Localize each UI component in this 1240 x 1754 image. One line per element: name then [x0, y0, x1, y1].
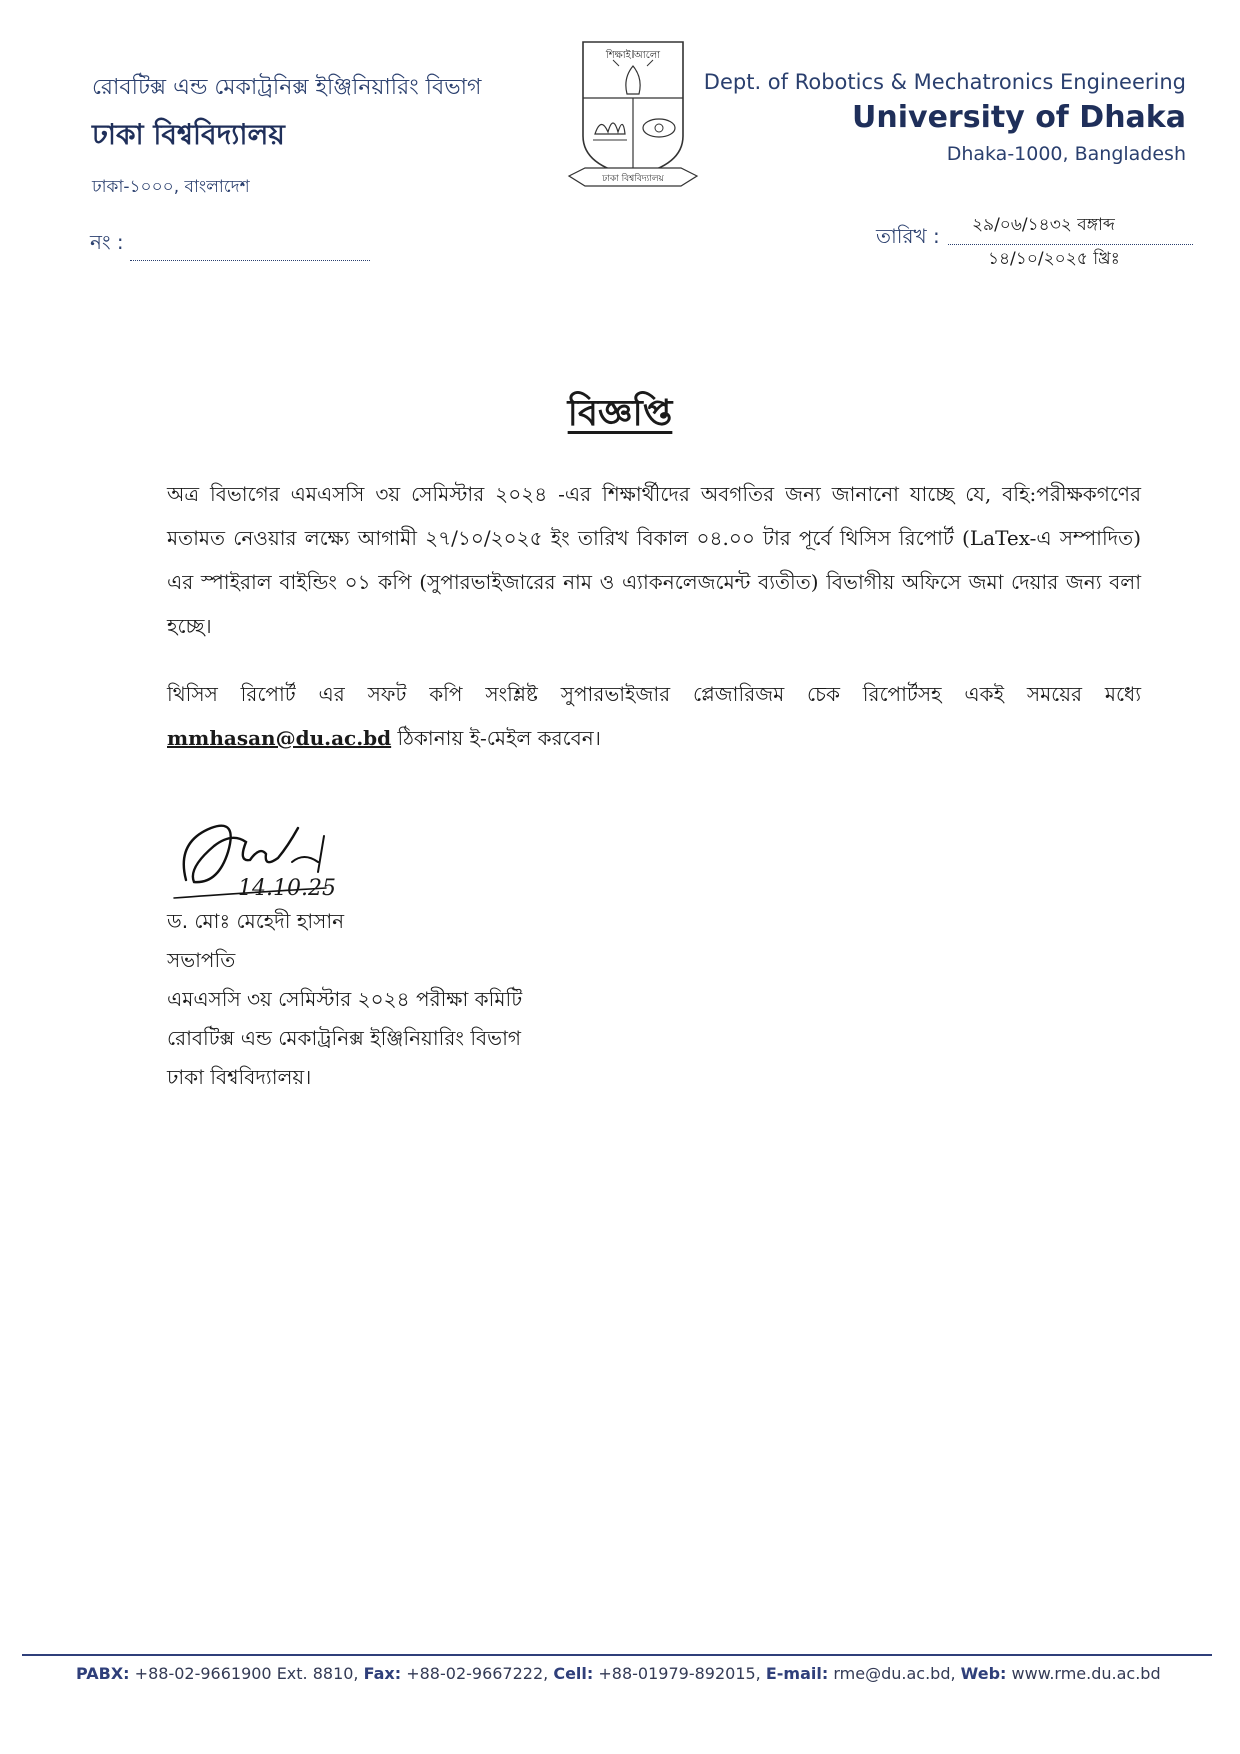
signature-date: 14.10.25 [238, 876, 336, 901]
address-bn: ঢাকা-১০০০, বাংলাদেশ [92, 177, 250, 197]
date-block [876, 212, 1196, 272]
paragraph-2-end: ঠিকানায় ই-মেইল করবেন। [397, 726, 601, 750]
signatory-department: রোবটিক্স এন্ড মেকাট্রনিক্স ইঞ্জিনিয়ারিং বিভাগ [167, 1026, 521, 1050]
notice-paragraph-1: অত্র বিভাগের এমএসসি ৩য় সেমিস্টার ২০২৪ -এর শিক্ষার্থীদের অবগতির জন্য জানানো যাচ্ছে যে, বহি:পরীক্ষকগণের মতামত নেওয়ার লক্ষ্যে আগামী ২৭/১০/২০২৫ ইং তারিখ বিকাল ০৪.০০ টার পূর্বে থিসিস রিপোর্ট (LaTex-এ সম্পাদিত) এর স্পাইরাল বাইন্ডিং ০১ কপি (সুপারভাইজারের নাম ও এ্যাকনলেজমেন্ট ব্যতীত) বিভাগীয় অফিসে জমা দেয়ার জন্য বলা হচ্ছে। [167, 482, 1141, 638]
date-label: তারিখ : [876, 224, 940, 248]
signatory-block [167, 902, 522, 1097]
reference-number [90, 228, 370, 261]
department-name-en: Dept. of Robotics & Mechatronics Engineering [703, 70, 1186, 94]
paragraph-2-start: থিসিস রিপোর্ট এর সফট কপি সংশ্লিষ্ট সুপারভাইজার প্লেজারিজম চেক রিপোর্টসহ একই সময়ের মধ্যে [167, 682, 1141, 706]
reference-label: নং : [90, 230, 124, 254]
fax-number: +88-02-9667222, [406, 1664, 549, 1683]
logo-ribbon-text: ঢাকা বিশ্ববিদ্যালয় [602, 174, 664, 184]
contact-email-link[interactable]: mmhasan@du.ac.bd [167, 726, 392, 750]
notice-paragraph-2 [167, 672, 1141, 760]
pabx-number: +88-02-9661900 Ext. 8810, [134, 1664, 359, 1683]
header-bengali [92, 70, 562, 202]
university-name-bn: ঢাকা বিশ্ববিদ্যালয় [92, 118, 285, 151]
signatory-role: সভাপতি [167, 948, 236, 972]
signatory-committee: এমএসসি ৩য় সেমিস্টার ২০২৪ পরীক্ষা কমিটি [167, 987, 523, 1011]
university-name-en: University of Dhaka [852, 100, 1186, 135]
date-gregorian: ১৪/১০/২০২৫ খ্রিঃ [988, 249, 1120, 269]
footer-divider [22, 1654, 1212, 1656]
email-label: E-mail: [765, 1664, 829, 1683]
signatory-name: ড. মোঃ মেহেদী হাসান [167, 909, 345, 933]
date-dotted-line [948, 244, 1193, 245]
logo-motto-text: শিক্ষাই আলো [605, 50, 661, 61]
pabx-label: PABX: [76, 1664, 130, 1683]
date-bengali-calendar: ২৯/০৬/১৪৩২ বঙ্গাব্দ [972, 215, 1115, 235]
notice-title-text: বিজ্ঞপ্তি [567, 393, 673, 434]
website-link[interactable]: www.rme.du.ac.bd [1011, 1664, 1161, 1683]
fax-label: Fax: [363, 1664, 402, 1683]
reference-blank-line [130, 242, 370, 261]
header-english [666, 70, 1186, 165]
footer-email-link[interactable]: rme@du.ac.bd, [833, 1664, 956, 1683]
footer-contact [76, 1664, 1161, 1683]
cell-number: +88-01979-892015, [598, 1664, 761, 1683]
web-label: Web: [960, 1664, 1007, 1683]
notice-body [167, 472, 1141, 760]
signatory-university: ঢাকা বিশ্ববিদ্যালয়। [167, 1065, 312, 1089]
cell-label: Cell: [553, 1664, 594, 1683]
address-en: Dhaka-1000, Bangladesh [946, 143, 1186, 165]
department-name-bn: রোবটিক্স এন্ড মেকাট্রনিক্স ইঞ্জিনিয়ারিং বিভাগ [92, 75, 482, 100]
notice-title [0, 386, 1240, 446]
